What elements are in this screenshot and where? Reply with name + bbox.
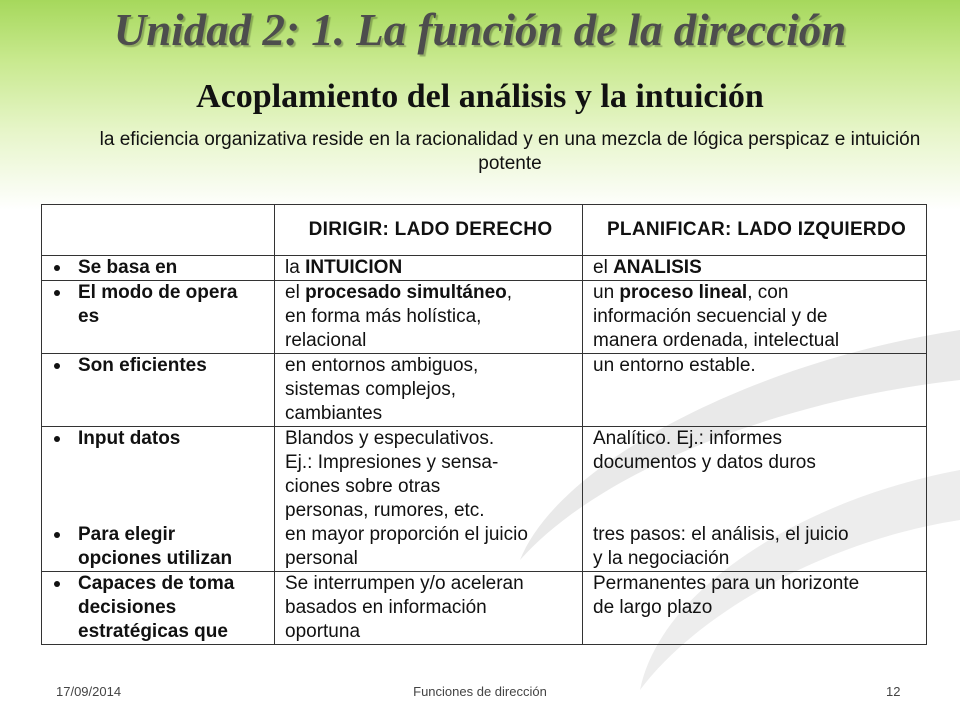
cell-planificar: un proceso lineal, con información secuencial y de manera ordenada, intelectual: [583, 281, 927, 354]
bullet-icon: [54, 265, 60, 271]
comparison-table: [41, 204, 927, 645]
table-row: [42, 427, 927, 572]
table-row: [42, 572, 927, 645]
row-label: Se basa en: [42, 256, 275, 281]
row-label: Capaces de toma decisiones estratégicas que: [42, 572, 275, 645]
footer-date: 17/09/2014: [56, 684, 122, 699]
bullet-icon: [54, 436, 60, 442]
table-row: [42, 256, 927, 281]
cell-dirigir: en entornos ambiguos, sistemas complejos, cambiantes: [275, 354, 583, 427]
cell-planificar: Permanentes para un horizonte de largo plazo: [583, 572, 927, 645]
bullet-icon: [54, 363, 60, 369]
cell-planificar: Analítico. Ej.: informes documentos y datos duros tres pasos: el análisis, el juicio y la negociación: [583, 427, 927, 572]
cell-dirigir: Se interrumpen y/o aceleran basados en información oportuna: [275, 572, 583, 645]
bullet-icon: [54, 290, 60, 296]
row-label: Input datos Para elegir opciones utilizan: [42, 427, 275, 572]
header-dirigir: DIRIGIR: LADO DERECHO: [275, 205, 583, 256]
table-row: [42, 281, 927, 354]
slide-title: Unidad 2: 1. La función de la dirección: [113, 5, 847, 55]
row-label: Son eficientes: [42, 354, 275, 427]
row-label: El modo de opera es: [42, 281, 275, 354]
header-planificar: PLANIFICAR: LADO IZQUIERDO: [583, 205, 927, 256]
footer-page-number: 12: [886, 684, 901, 699]
table-header-row: [42, 205, 927, 256]
table-row: [42, 354, 927, 427]
cell-dirigir: el procesado simultáneo, en forma más holística, relacional: [275, 281, 583, 354]
cell-planificar: un entorno estable.: [583, 354, 927, 427]
slide-description: la eficiencia organizativa reside en la racionalidad y en una mezcla de lógica perspicaz e intuición potente: [99, 129, 921, 174]
header-empty-cell: [42, 205, 275, 256]
bullet-icon: [54, 581, 60, 587]
cell-planificar: el ANALISIS: [583, 256, 927, 281]
cell-dirigir: la INTUICION: [275, 256, 583, 281]
slide-subtitle: Acoplamiento del análisis y la intuición: [196, 78, 764, 115]
footer-center-text: Funciones de dirección: [413, 684, 547, 699]
cell-dirigir: Blandos y especulativos. Ej.: Impresiones y sensa- ciones sobre otras personas, rumores, etc. en mayor proporción el juicio personal: [275, 427, 583, 572]
bullet-icon: [54, 532, 60, 538]
